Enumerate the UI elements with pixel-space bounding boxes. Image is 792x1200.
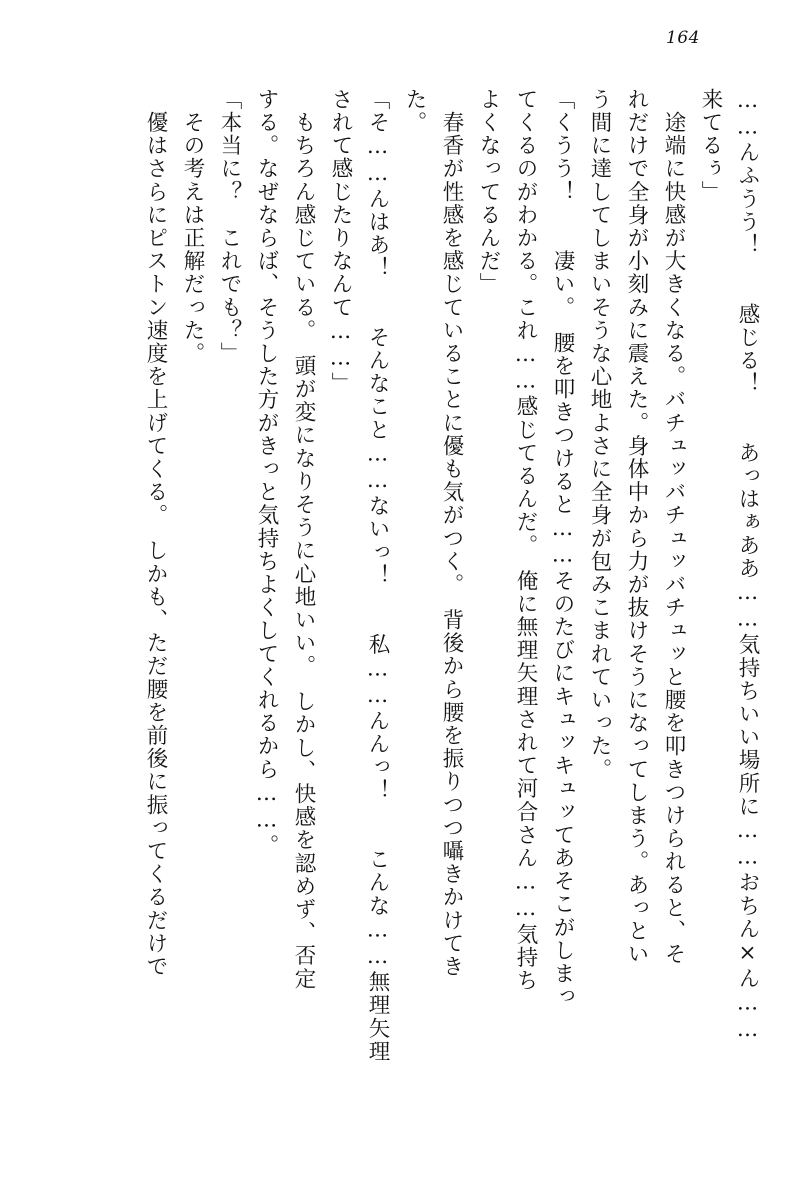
text-line: 「くうう！ 凄い。 腰を叩きつけると……そのたびにキュッキュッてあそこがしまっ — [550, 88, 575, 1009]
text-line: 「本当に？ これでも？」 — [217, 88, 242, 366]
text-line: れだけで全身が小刻みに震えた。身体中から力が抜けそうになってしまう。あっとい — [624, 88, 649, 966]
text-line: されて感じたりなんて……」 — [328, 88, 353, 396]
text-line: 春香が性感を感じていることに優も気がつく。 背後から腰を振りつつ囁きかけてき — [439, 88, 464, 979]
vertical-text-body — [34, 88, 758, 1168]
text-line: ……んふうう！ 感じる！ あっはぁああ……気持ちいい場所に……おちん×ん…… — [735, 88, 760, 1044]
text-line: その考えは正解だった。 — [180, 88, 205, 366]
page-number: 164 — [666, 28, 700, 48]
text-line: てくるのがわかる。これ……感じてるんだ。 俺に無理矢理されて河合さん……気持ち — [513, 88, 538, 993]
text-line: する。なぜならば、そうした方がきっと気持ちよくしてくれるから……。 — [254, 88, 279, 858]
text-line: 優はさらにピストン速度を上げてくる。 しかも、ただ腰を前後に振ってくるだけで — [143, 88, 168, 979]
text-line: う間に達してしまいそうな心地よさに全身が包みこまれていった。 — [587, 88, 612, 781]
text-line: た。 — [402, 88, 427, 135]
text-line: 「そ……んはあ！ そんなこと……ないっ！ 私……んんっ！ こんな……無理矢理 — [365, 88, 390, 1064]
text-line: もちろん感じている。 頭が変になりそうに心地いい。 しかし、快感を認めず、否定 — [291, 88, 316, 991]
text-line: 来てるぅ」 — [698, 88, 723, 204]
text-line: 途端に快感が大きくなる。バチュッバチュッバチュッと腰を叩きつけられると、そ — [661, 88, 686, 966]
text-line: よくなってるんだ」 — [476, 88, 501, 296]
